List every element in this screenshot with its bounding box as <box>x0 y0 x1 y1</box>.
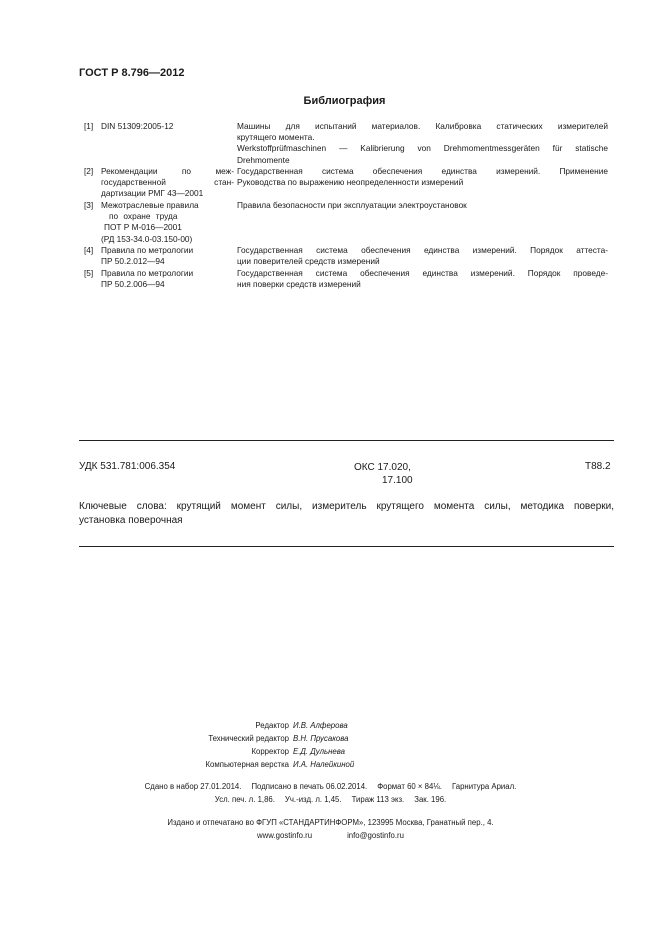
website-link[interactable]: www.gostinfo.ru <box>257 831 313 840</box>
credit-label: Компьютерная верстка <box>205 760 289 769</box>
divider <box>79 546 614 547</box>
divider <box>79 440 614 441</box>
document-code: ГОСТ Р 8.796—2012 <box>79 67 185 79</box>
entry-source: Правила по метрологии ПР 50.2.006—94 <box>101 268 194 290</box>
list-item <box>84 121 612 166</box>
bibliography-title: Библиография <box>303 95 386 107</box>
credit-label: Технический редактор <box>208 734 289 743</box>
credits-block <box>0 719 661 771</box>
entry-description: Государственная система обеспечения единства измерений. Порядок аттеста- ции поверителей средств измерений <box>237 245 608 267</box>
contact-line <box>0 831 661 840</box>
credit-name: Е.Д. Дульнева <box>293 747 345 756</box>
credit-label: Редактор <box>255 721 289 730</box>
oks-code: ОКС 17.020, 17.100 <box>354 462 413 486</box>
credit-label: Корректор <box>251 747 289 756</box>
credit-row <box>0 745 661 758</box>
credit-name: И.А. Налейкиной <box>293 760 355 769</box>
entry-number: [1] <box>84 121 94 131</box>
entry-number: [2] <box>84 166 94 176</box>
credit-row <box>0 719 661 732</box>
entry-number: [4] <box>84 245 94 255</box>
credit-row <box>0 758 661 771</box>
entry-source: DIN 51309:2005-12 <box>101 121 174 131</box>
entry-description: Машины для испытаний материалов. Калибровка статических измерителей крутящего момента. Werkstoffprüfmaschinen — Kalibrierung von Drehmomentmessgeräten für statische Drehmomente <box>237 121 608 165</box>
entry-description: Государственная система обеспечения единства измерений. Порядок проведе- ния поверки средств измерений <box>237 268 608 290</box>
entry-source: Правила по метрологии ПР 50.2.012—94 <box>101 245 194 267</box>
classification-code: Т88.2 <box>585 461 611 472</box>
udk-code: УДК 531.781:006.354 <box>79 461 176 472</box>
imprint-row: Усл. печ. л. 1,86. Уч.-изд. л. 1,45. Тираж 113 экз. Зак. 196. <box>214 795 447 804</box>
keywords: Ключевые слова: крутящий момент силы, измеритель крутящего момента силы, методика поверки, установка поверочная <box>79 501 614 526</box>
entry-description: Государственная система обеспечения единства измерений. Применение Руководства по выражению неопределенности измерений <box>237 166 608 188</box>
publisher-line: Издано и отпечатано во ФГУП «СТАНДАРТИНФОРМ», 123995 Москва, Гранатный пер., 4. <box>167 818 494 827</box>
credit-row <box>0 732 661 745</box>
credit-name: В.Н. Прусакова <box>293 734 349 743</box>
entry-description: Правила безопасности при эксплуатации электроустановок <box>237 200 467 210</box>
credit-name: И.В. Алферова <box>293 721 348 730</box>
entry-source: Рекомендации по меж- государственной стан- дартизации РМГ 43—2001 <box>101 166 234 199</box>
email-link[interactable]: info@gostinfo.ru <box>347 831 404 840</box>
list-item <box>84 166 612 200</box>
entry-number: [5] <box>84 268 94 278</box>
list-item <box>84 245 612 268</box>
imprint-row: Сдано в набор 27.01.2014. Подписано в печать 06.02.2014. Формат 60 × 84⅛. Гарнитура Ариал. <box>144 782 517 791</box>
entry-number: [3] <box>84 200 94 210</box>
entry-source: Межотраслевые правила по охране труда ПОТ Р М-016—2001 (РД 153-34.0-03.150-00) <box>101 200 199 244</box>
list-item <box>84 268 612 291</box>
list-item <box>84 200 612 245</box>
bibliography-list <box>84 121 612 291</box>
